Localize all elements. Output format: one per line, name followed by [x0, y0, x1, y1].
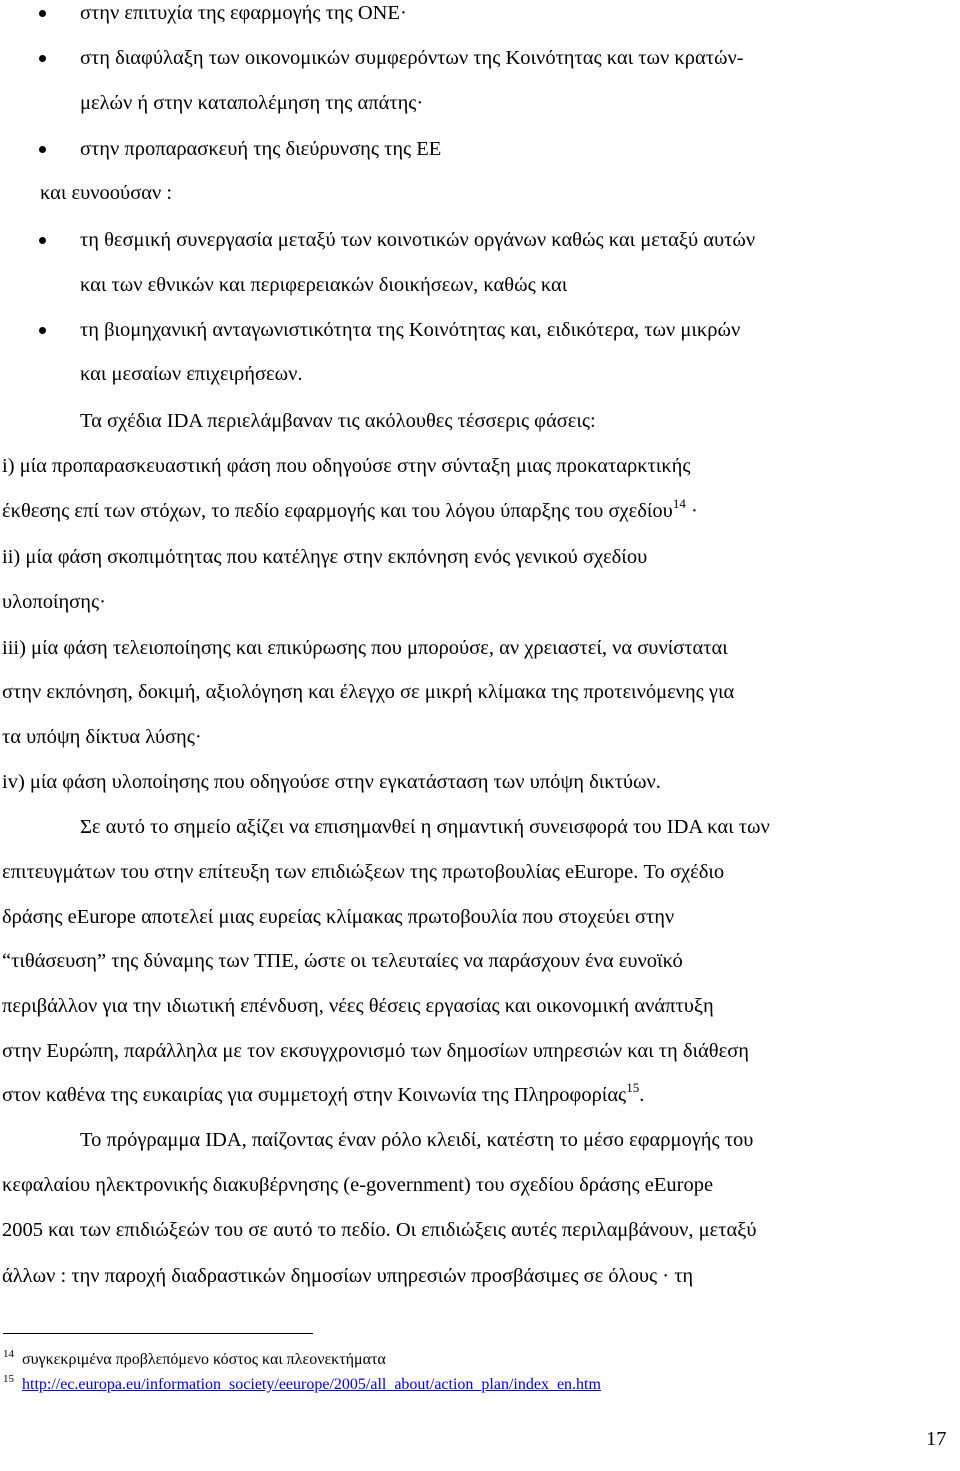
- bullet-icon: [39, 146, 46, 153]
- paragraph-line: στον καθένα της ευκαιρίας για συμμετοχή στην Κοινωνία της Πληροφορίας$^{15}$.: [2, 1080, 645, 1106]
- bullet-item: τη θεσμική συνεργασία μεταξύ των κοινοτικών οργάνων καθώς και μεταξύ αυτών: [0, 223, 960, 257]
- phase-3: iii) μία φάση τελειοποίησης και επικύρωσης που μπορούσε, αν χρειαστεί, να συνίσταται: [2, 637, 728, 659]
- footnote-separator: [3, 1333, 313, 1334]
- paragraph-line: επιτευγμάτων του στην επίτευξη των επιδιώξεων της πρωτοβουλίας eEurope. Το σχέδιο: [2, 861, 725, 883]
- phase-1-continuation: έκθεσης επί των στόχων, το πεδίο εφαρμογής και του λόγου ύπαρξης του σχεδίου$^{14}$ ·: [2, 496, 698, 522]
- paragraph-line: Σε αυτό το σημείο αξίζει να επισημανθεί η σημαντική συνεισφορά του IDA και των: [80, 816, 770, 838]
- footnote-link[interactable]: http://ec.europa.eu/information_society/eeurope/2005/all_about/action_plan/index_en.htm: [22, 1376, 601, 1393]
- phase-1: i) μία προπαρασκευαστική φάση που οδηγούσε στην σύνταξη μιας προκαταρκτικής: [2, 455, 691, 477]
- phase-2-continuation: υλοποίησης·: [2, 591, 106, 613]
- paragraph-line: άλλων : την παροχή διαδραστικών δημοσίων υπηρεσιών προσβάσιμες σε όλους · τη: [2, 1265, 694, 1287]
- bullet-item: στην επιτυχία της εφαρμογής της ΟΝΕ·: [0, 0, 960, 30]
- bullet-item-continuation: και μεσαίων επιχειρήσεων.: [80, 363, 303, 385]
- paragraph-line: Το πρόγραμμα IDA, παίζοντας έναν ρόλο κλειδί, κατέστη το μέσο εφαρμογής του: [80, 1129, 754, 1151]
- document-page: στην επιτυχία της εφαρμογής της ΟΝΕ· στη διαφύλαξη των οικονομικών συμφερόντων της Κοινότητας και των κρατών- μελών ή στην καταπολέμηση της απάτης· στην προπαρασκευή της διεύρυνσης της ΕΕ και ευνοούσαν : τη θεσμική συνεργασία μεταξύ των κοινοτικών οργάνων καθώς και μεταξύ αυτών και των εθνικών και περιφερειακών διοικήσεων, καθώς και τη βιομηχανική ανταγωνιστικότητα της Κοινότητας και, ειδικότερα, των μικρών και μεσαίων επιχειρήσεων. Τα σχέδια IDA περιελάμβαναν τις ακόλουθες τέσσερις φάσεις: i) μία προπαρασκευαστική φάση που οδηγούσε στην σύνταξη μιας προκαταρκτικής έκθεσης επί των στόχων, το πεδίο εφαρμογής και του λόγου ύπαρξης του σχεδίου$^{14}$ · ii) μία φάση σκοπιμότητας που κατέληγε στην εκπόνηση ενός γενικού σχεδίου υλοποίησης· iii) μία φάση τελειοποίησης και επικύρωσης που μπορούσε, αν χρειαστεί, να συνίσταται στην εκπόνηση, δοκιμή, αξιολόγηση και έλεγχο σε μικρή κλίμακα της προτεινόμενης για τα υπόψη δίκτυα λύσης· iv) μία φάση υλοποίησης που οδηγούσε στην εγκατάσταση των υπόψη δικτύων. Σε αυτό το σημείο αξίζει να επισημανθεί η σημαντική συνεισφορά του IDA και των επιτευγμάτων του στην επίτευξη των επιδιώξεων της πρωτοβουλίας eEurope. Το σχέδιο δράσης eEurope αποτελεί μιας ευρείας κλίμακας πρωτοβουλία που στοχεύει στην “τιθάσευση” της δύναμης των ΤΠΕ, ώστε οι τελευταίες να παράσχουν ένα ευνοϊκό περιβάλλον για την ιδιωτική επένδυση, νέες θέσεις εργασίας και οικονομική ανάπτυξη στην Ευρώπη, παράλληλα με τον εκσυγχρονισμό των δημοσίων υπηρεσιών και τη διάθεση στον καθένα της ευκαιρίας για συμμετοχή στην Κοινωνία της Πληροφορίας$^{15}$. Το πρόγραμμα IDA, παίζοντας έναν ρόλο κλειδί, κατέστη το μέσο εφαρμογής του κεφαλαίου ηλεκτρονικής διακυβέρνησης (e-government) του σχεδίου δράσης eEurope 2005 και των επιδιώξεών του σε αυτό το πεδίο. Οι επιδιώξεις αυτές περιλαμβάνουν, μεταξύ άλλων : την παροχή διαδραστικών δημοσίων υπηρεσιών προσβάσιμες σε όλους · τη 14 συγκεκριμένα προβλεπόμενο κόστος και πλεονεκτήματα 15 http://ec.europa.eu/information_society/eeurope/2005/all_about/action_plan/index_en.htm 17: [0, 0, 960, 1471]
- footnote-ref-14[interactable]: 14: [672, 496, 686, 511]
- bullet-icon: [39, 237, 46, 244]
- bullet-icon: [39, 327, 46, 334]
- bullet-item-continuation: μελών ή στην καταπολέμηση της απάτης·: [80, 92, 424, 114]
- bullet-item-continuation: και των εθνικών και περιφερειακών διοικήσεων, καθώς και: [80, 274, 568, 296]
- bullet-item: τη βιομηχανική ανταγωνιστικότητα της Κοινότητας και, ειδικότερα, των μικρών: [0, 313, 960, 347]
- bullet-icon: [39, 55, 46, 62]
- footnote-ref-15[interactable]: 15: [626, 1080, 640, 1095]
- paragraph-line: δράσης eEurope αποτελεί μιας ευρείας κλίμακας πρωτοβουλία που στοχεύει στην: [2, 906, 675, 928]
- phase-4: iv) μία φάση υλοποίησης που οδηγούσε στην εγκατάσταση των υπόψη δικτύων.: [2, 771, 661, 793]
- paragraph-line: “τιθάσευση” της δύναμης των ΤΠΕ, ώστε οι τελευταίες να παράσχουν ένα ευνοϊκό: [2, 950, 683, 972]
- paragraph-line: περιβάλλον για την ιδιωτική επένδυση, νέες θέσεις εργασίας και οικονομική ανάπτυξη: [2, 995, 714, 1017]
- intro-text: και ευνοούσαν :: [40, 182, 173, 204]
- paragraph-line: στην Ευρώπη, παράλληλα με τον εκσυγχρονισμό των δημοσίων υπηρεσιών και τη διάθεση: [2, 1040, 749, 1062]
- bullet-icon: [39, 10, 46, 17]
- phase-2: ii) μία φάση σκοπιμότητας που κατέληγε στην εκπόνηση ενός γενικού σχεδίου: [2, 546, 648, 568]
- phase-3-continuation: τα υπόψη δίκτυα λύσης·: [2, 726, 202, 748]
- paragraph-line: 2005 και των επιδιώξεών του σε αυτό το πεδίο. Οι επιδιώξεις αυτές περιλαμβάνουν, μεταξύ: [2, 1219, 757, 1241]
- bullet-item: στη διαφύλαξη των οικονομικών συμφερόντων της Κοινότητας και των κρατών-: [0, 41, 960, 75]
- phases-intro: Τα σχέδια IDA περιελάμβαναν τις ακόλουθες τέσσερις φάσεις:: [80, 410, 596, 432]
- bullet-item: στην προπαρασκευή της διεύρυνσης της ΕΕ: [0, 132, 960, 166]
- phase-3-continuation: στην εκπόνηση, δοκιμή, αξιολόγηση και έλεγχο σε μικρή κλίμακα της προτεινόμενης για: [2, 681, 735, 703]
- page-number: 17: [926, 1428, 947, 1450]
- paragraph-line: κεφαλαίου ηλεκτρονικής διακυβέρνησης (e-government) του σχεδίου δράσης eEurope: [2, 1174, 714, 1196]
